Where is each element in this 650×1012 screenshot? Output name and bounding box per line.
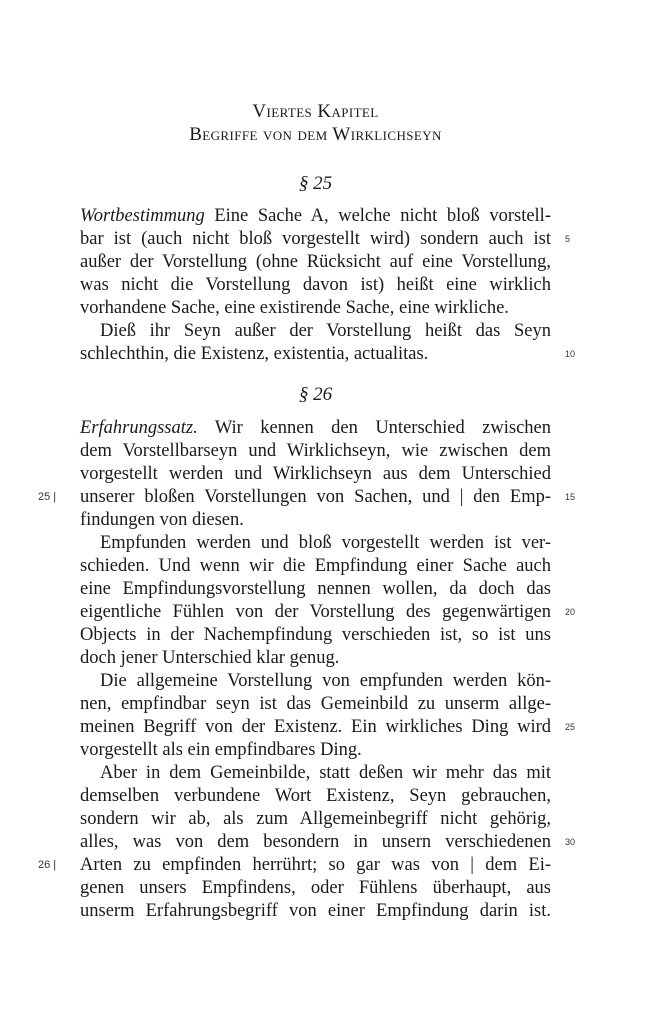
paragraph-line: findungen von diesen. xyxy=(80,510,244,530)
paragraph-line: Wortbestimmung Eine Sache A, welche nicht bloß vorstell- xyxy=(80,206,551,226)
chapter-title-line1: Viertes Kapitel xyxy=(252,101,379,122)
paragraph-line: außer der Vorstellung (ohne Rücksicht auf eine Vorstellung, xyxy=(80,252,551,272)
paragraph-line: Die allgemeine Vorstellung von empfunden werden kön- xyxy=(100,671,551,691)
paragraph-line: Aber in dem Gemeinbilde, statt deßen wir mehr das mit xyxy=(100,763,551,783)
term-label: Wortbestimmung xyxy=(80,206,205,226)
paragraph-line: vorhandene Sache, eine existirende Sache, eine wirkliche. xyxy=(80,298,509,318)
page-marker: 25 | xyxy=(38,491,57,503)
paragraph-line: eine Empfindungsvorstellung nennen wollen, da doch das xyxy=(80,579,551,599)
line-number: 10 xyxy=(565,349,576,359)
section-heading-26: § 26 xyxy=(298,384,333,405)
paragraph-line: demselben verbundene Wort Existenz, Seyn gebrauchen, xyxy=(80,786,551,806)
paragraph-line: Dieß ihr Seyn außer der Vorstellung heißt das Seyn xyxy=(100,321,551,341)
paragraph-line: Objects in der Nachempfindung verschieden ist, so ist uns xyxy=(80,625,551,645)
line-number: 25 xyxy=(565,722,576,732)
line-number: 15 xyxy=(565,492,576,502)
paragraph-line: eigentliche Fühlen von der Vorstellung des gegenwärtigen xyxy=(80,602,551,622)
chapter-title-line2: Begriffe von dem Wirklichseyn xyxy=(189,124,442,145)
paragraph-line: Empfunden werden und bloß vorgestellt werden ist ver- xyxy=(100,533,551,553)
paragraph-line: Arten zu empfinden herrührt; so gar was von | dem Ei- xyxy=(80,855,551,875)
paragraph-line: was nicht die Vorstellung davon ist) heißt eine wirklich xyxy=(80,275,551,295)
paragraph-line: nen, empfindbar seyn ist das Gemeinbild zu unserm allge- xyxy=(80,694,551,714)
paragraph-line: unserm Erfahrungsbegriff von einer Empfindung darin ist. xyxy=(80,901,551,921)
paragraph-line: sondern wir ab, als zum Allgemeinbegriff nicht gehörig, xyxy=(80,809,551,829)
paragraph-line: Erfahrungssatz. Wir kennen den Unterschied zwischen xyxy=(80,418,551,438)
paragraph-line: dem Vorstellbarseyn und Wirklichseyn, wie zwischen dem xyxy=(80,441,551,461)
term-label: Erfahrungssatz. xyxy=(80,418,198,438)
paragraph-line: doch jener Unterschied klar genug. xyxy=(80,648,340,668)
line-number: 20 xyxy=(565,607,576,617)
paragraph-line: schieden. Und wenn wir die Empfindung einer Sache auch xyxy=(80,556,551,576)
section-heading-25: § 25 xyxy=(298,173,333,194)
paragraph-line: bar ist (auch nicht bloß vorgestellt wird) sondern auch ist xyxy=(80,229,551,249)
line-number: 30 xyxy=(565,837,576,847)
paragraph-line: meinen Begriff von der Existenz. Ein wirkliches Ding wird xyxy=(80,717,551,737)
paragraph-line: unserer bloßen Vorstellungen von Sachen, und | den Emp- xyxy=(80,487,551,507)
line-number: 5 xyxy=(565,234,571,244)
paragraph-line: schlechthin, die Existenz, existentia, actualitas. xyxy=(80,344,429,364)
paragraph-line: vorgestellt als ein empfindbares Ding. xyxy=(80,740,362,760)
paragraph-line: genen unsers Empfindens, oder Fühlens überhaupt, aus xyxy=(80,878,551,898)
paragraph-line: alles, was von dem besondern in unsern verschiedenen xyxy=(80,832,551,852)
paragraph-line: vorgestellt werden und Wirklichseyn aus dem Unterschied xyxy=(80,464,551,484)
page-marker: 26 | xyxy=(38,859,57,871)
